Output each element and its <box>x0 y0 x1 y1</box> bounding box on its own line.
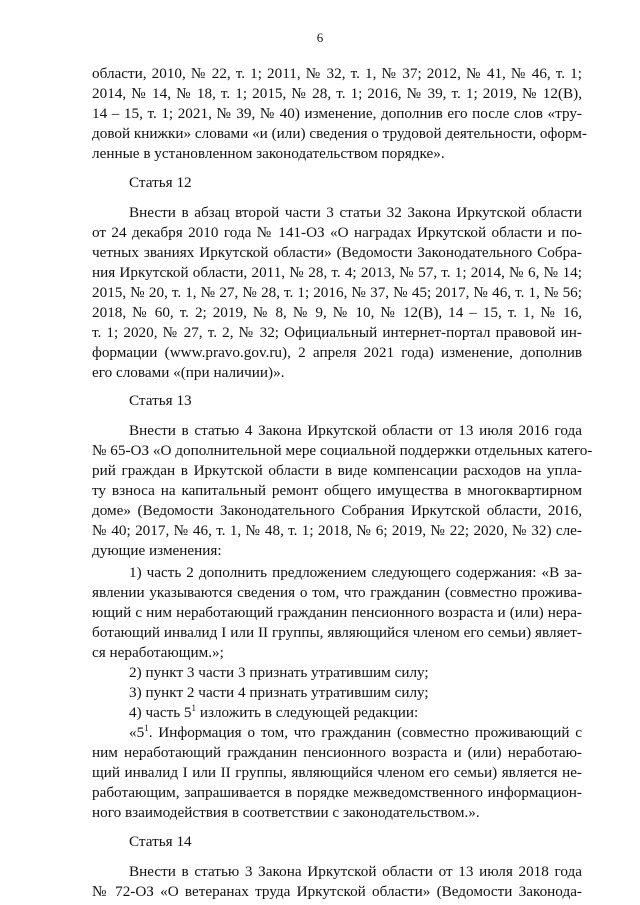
article-13-line <box>129 723 582 743</box>
article-13-line: № 65-ОЗ «О дополнительной мере социальной поддержки отдельных катего- <box>92 442 593 459</box>
article-12-line: четных званиях Иркутской области» (Ведомости Законодательного Собра- <box>92 244 582 261</box>
intro-line: области, 2010, № 22, т. 1; 2011, № 32, т. 1, № 37; 2012, № 41, № 46, т. 1; <box>92 65 582 82</box>
article-12-line: т. 1; 2020, № 27, т. 2, № 32; Официальный интернет-портал правовой ин- <box>92 324 582 341</box>
article-12-line: от 24 декабря 2010 года № 141-ОЗ «О наградах Иркутской области и по- <box>92 224 582 241</box>
article-13-line: щий инвалид I или II группы, являющийся членом его семьи) является не- <box>92 764 582 781</box>
intro-line: 14 – 15, т. 1; 2021, № 39, № 40) изменение, дополнив его после слов «тру- <box>92 105 582 122</box>
article-12-line: его словами «(при наличии)». <box>92 364 285 381</box>
article-13-line: дующие изменения: <box>92 542 222 559</box>
superscript: 1 <box>191 703 197 713</box>
article-14-heading: Статья 14 <box>129 833 192 850</box>
article-12-line: 2018, № 60, т. 2; 2019, № 8, № 9, № 10, № 12(В), 14 – 15, т. 1, № 16, <box>92 304 582 321</box>
item-4-text: 4) часть 5 <box>129 704 192 721</box>
article-13-line: Внести в статью 4 Закона Иркутской области от 13 июля 2016 года <box>129 422 582 439</box>
article-14-line: Внести в статью 3 Закона Иркутской области от 13 июля 2018 года <box>129 863 582 880</box>
article-14-line: № 72-ОЗ «О ветеранах труда Иркутской области» (Ведомости Законода- <box>92 883 582 900</box>
article-13-line: доме» (Ведомости Законодательного Собрания Иркутской области, 2016, <box>92 502 582 519</box>
article-12-line: 2015, № 20, т. 1, № 27, № 28, т. 1; 2016, № 37, № 45; 2017, № 46, т. 1, № 56; <box>92 284 582 301</box>
intro-line: довой книжки» словами «и (или) сведения о трудовой деятельности, оформ- <box>92 125 587 142</box>
article-13-line: ся неработающим.»; <box>92 644 224 661</box>
article-13-line: 3) пункт 2 части 4 признать утратившим силу; <box>129 684 429 701</box>
article-13-line: 1) часть 2 дополнить предложением следующего содержания: «В за- <box>129 564 582 581</box>
intro-line: 2014, № 14, № 18, т. 1; 2015, № 28, т. 1; 2016, № 39, т. 1; 2019, № 12(В), <box>92 85 582 102</box>
page-number: 6 <box>316 30 324 45</box>
article-13-line <box>129 703 582 723</box>
article-13-line: 2) пункт 3 части 3 признать утратившим силу; <box>129 664 429 681</box>
article-13-line: ним неработающий гражданин пенсионного возраста и (или) неработаю- <box>92 744 582 761</box>
article-13-line: ботающий инвалид I или II группы, являющийся членом его семьи) являет- <box>92 624 582 641</box>
article-12-line: Внести в абзац второй части 3 статьи 32 Закона Иркутской области <box>129 204 582 221</box>
article-13-line: ного взаимодействия в соответствии с законодательством.». <box>92 804 480 821</box>
quote-text: . Информация о том, что гражданин (совместно проживающий с <box>148 724 582 741</box>
intro-line: ленные в установленном законодательством порядке». <box>92 145 445 162</box>
item-4-text-end: изложить в следующей редакции: <box>196 704 419 721</box>
article-13-heading: Статья 13 <box>129 392 192 409</box>
article-13-line: явлении указываются сведения о том, что гражданин (совместно прожива- <box>92 584 582 601</box>
superscript: 1 <box>144 723 149 733</box>
article-13-line: рий граждан в Иркутской области в виде компенсации расходов на упла- <box>92 462 582 479</box>
article-13-line: ющий с ним неработающий гражданин пенсионного возраста и (или) нера- <box>92 604 582 621</box>
article-12-heading: Статья 12 <box>129 174 192 191</box>
article-12-line: формации (www.pravo.gov.ru), 2 апреля 2021 года) изменение, дополнив <box>92 344 582 361</box>
article-13-line: № 40; 2017, № 46, т. 1, № 48, т. 1; 2018, № 6; 2019, № 22; 2020, № 32) сле- <box>92 522 582 539</box>
article-12-line: ния Иркутской области, 2011, № 28, т. 4; 2013, № 57, т. 1; 2014, № 6, № 14; <box>92 264 582 281</box>
article-13-line: работающим, запрашивается в порядке межведомственного информацион- <box>92 784 582 801</box>
article-13-line: ту взноса на капитальный ремонт общего имущества в многоквартирном <box>92 482 582 499</box>
quote-start: «5 <box>129 724 145 741</box>
